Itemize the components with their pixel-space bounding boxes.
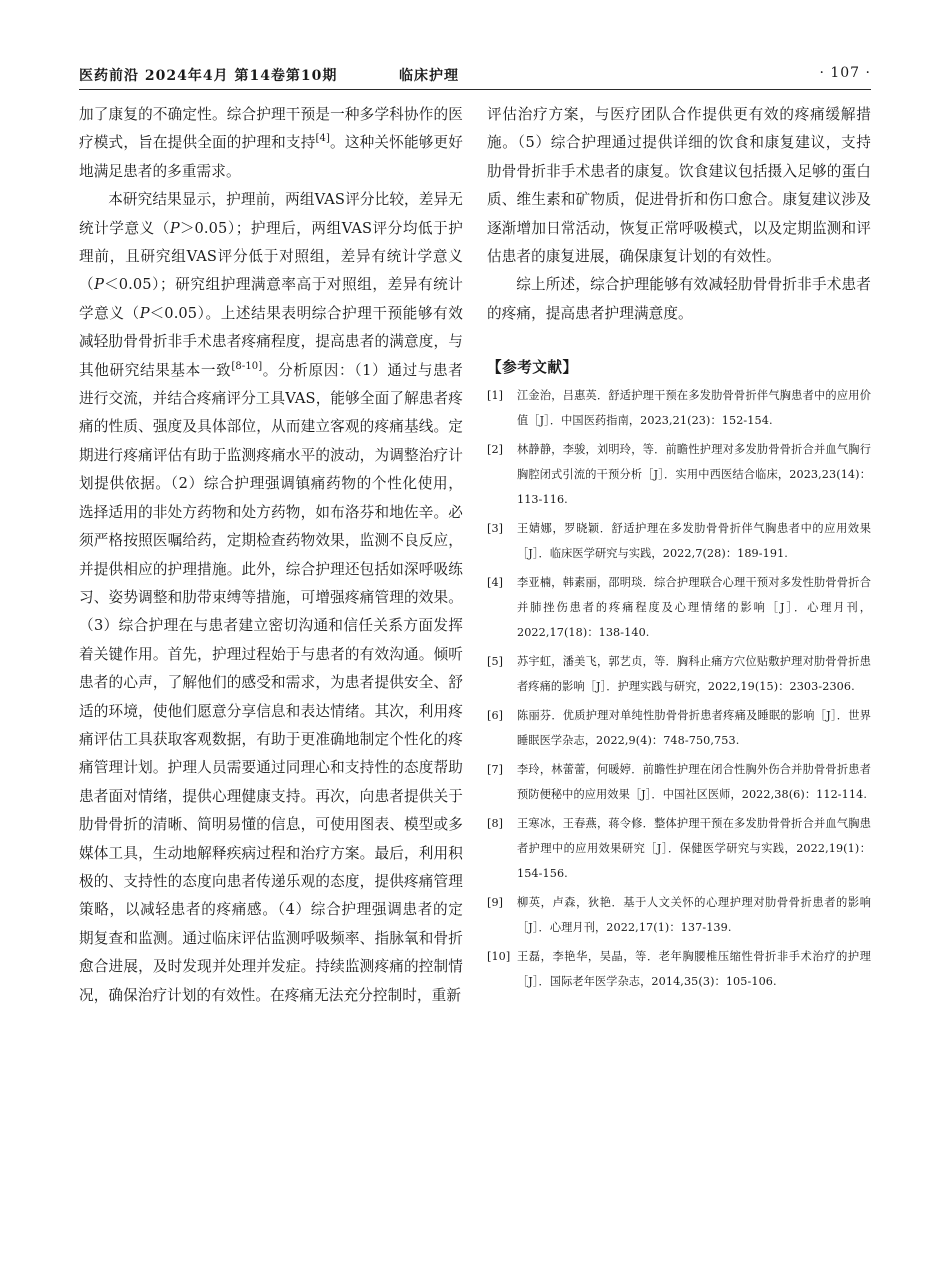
reference-item: [1] 江金治，吕惠英．舒适护理干预在多发肋骨骨折伴气胸患者中的应用价值［J］．中国医药指南，2023,21(23)：152-154. [487,389,871,428]
references-heading: 【参考文献】 [487,359,578,377]
left-column [79,101,463,1010]
citation-marker: [4] [315,133,330,145]
reference-item: [7] 李玲，林蕾蕾，何暖婷．前瞻性护理在闭合性胸外伤合并肋骨骨折患者预防便秘中的应用效果［J］．中国社区医师，2022,38(6)：112-114. [487,763,871,802]
reference-item: [4] 李亚楠，韩素丽，邵明琰．综合护理联合心理干预对多发性肋骨骨折合并肺挫伤患者的疼痛程度及心理情绪的影响［J］．心理月刊，2022,17(18)：138-140. [487,576,871,640]
journal-info: 医药前沿 2024年4月 第14卷第10期 [79,68,338,84]
reference-item: [8] 王寒冰，王春燕，蒋令修．整体护理干预在多发肋骨骨折合并血气胸患者护理中的应用效果研究［J］．保健医学研究与实践，2022,19(1)：154-156. [487,817,871,881]
reference-item: [6] 陈丽芬．优质护理对单纯性肋骨骨折患者疼痛及睡眠的影响［J］．世界睡眠医学杂志，2022,9(4)：748-750,753. [487,709,871,748]
page-number: · 107 · [819,65,871,81]
reference-item: [2] 林静静，李骏，刘明玲，等．前瞻性护理对多发肋骨骨折合并血气胸行胸腔闭式引流的干预分析［J］．实用中西医结合临床，2023,23(14)：113-116. [487,443,871,507]
paragraph: 本研究结果显示，护理前，两组VAS评分比较，差异无统计学意义（P＞0.05）；护理后，两组VAS评分均低于护理前，且研究组VAS评分低于对照组，差异有统计学意义（P＜0.05）；研究组护理满意率高于对照组，差异有统计学意义（P＜0.05）。上述结果表明综合护理干预能够有效减轻肋骨骨折非手术患者疼痛程度，提高患者的满意度，与其他研究结果基本一致[8-10]。分析原因：（1）通过与患者进行交流，并结合疼痛评分工具VAS，能够全面了解患者疼痛的性质、强度及具体部位，从而建立客观的疼痛基线。定期进行疼痛评估有助于监测疼痛水平的波动，为调整治疗计划提供依据。（2）综合护理强调镇痛药物的个性化使用，选择适用的非处方药物和处方药物，如布洛芬和地佐辛。必须严格按照医嘱给药，定期检查药物效果，监测不良反应，并提供相应的护理措施。此外，综合护理还包括如深呼吸练习、姿势调整和肋带束缚等措施，可增强疼痛管理的效果。（3）综合护理在与患者建立密切沟通和信任关系方面发挥着关键作用。首先，护理过程始于与患者的有效沟通。倾听患者的心声，了解他们的感受和需求，为患者提供安全、舒适的环境，使他们愿意分享信息和表达情绪。其次，利用疼痛评估工具获取客观数据，有助于更准确地制定个性化的疼痛管理计划。护理人员需要通过同理心和支持性的态度帮助患者面对情绪，提供心理健康支持。再次，向患者提供关于肋骨骨折的清晰、简明易懂的信息，可使用图表、模型或多媒体工具，生动地解释疾病过程和治疗方案。最后，利用积极的、支持性的态度向患者传递乐观的态度，提供疼痛管理策略，以减轻患者的疼痛感。（4）综合护理强调患者的定期复查和监测。通过临床评估监测呼吸频率、指脉氧和骨折愈合进展，及时发现并处理并发症。持续监测疼痛的控制情况，确保治疗计划的有效性。在疼痛无法充分控制时，重新 [79,191,463,1004]
reference-item: [5] 苏宇虹，潘美飞，郭艺贞，等．胸科止痛方穴位贴敷护理对肋骨骨折患者疼痛的影响［J］．护理实践与研究，2022,19(15)：2303-2306. [487,655,871,694]
reference-item: [3] 王婧娜，罗晓颖．舒适护理在多发肋骨骨折伴气胸患者中的应用效果［J］．临床医学研究与实践，2022,7(28)：189-191. [487,522,871,561]
paragraph: 评估治疗方案，与医疗团队合作提供更有效的疼痛缓解措施。（5）综合护理通过提供详细的饮食和康复建议，支持肋骨骨折非手术患者的康复。饮食建议包括摄入足够的蛋白质、维生素和矿物质，促进骨折和伤口愈合。康复建议涉及逐渐增加日常活动，恢复正常呼吸模式，以及定期监测和评估患者的康复进展，确保康复计划的有效性。 [487,106,871,266]
citation-marker: [8-10] [231,360,263,372]
conclusion-paragraph: 综上所述，综合护理能够有效减轻肋骨骨折非手术患者的疼痛，提高患者护理满意度。 [487,276,871,322]
reference-item: [10] 王磊，李艳华，吴晶，等．老年胸腰椎压缩性骨折非手术治疗的护理［J］．国际老年医学杂志，2014,35(3)：105-106. [487,950,871,989]
reference-item: [9] 柳英，卢森，狄艳．基于人文关怀的心理护理对肋骨骨折患者的影响［J］．心理月刊，2022,17(1)：137-139. [487,896,871,935]
paragraph: 加了康复的不确定性。综合护理干预是一种多学科协作的医疗模式，旨在提供全面的护理和支持[4]。这种关怀能够更好地满足患者的多重需求。 [79,106,463,180]
right-column [487,101,871,998]
running-header [79,61,871,90]
section-name: 临床护理 [399,68,459,84]
